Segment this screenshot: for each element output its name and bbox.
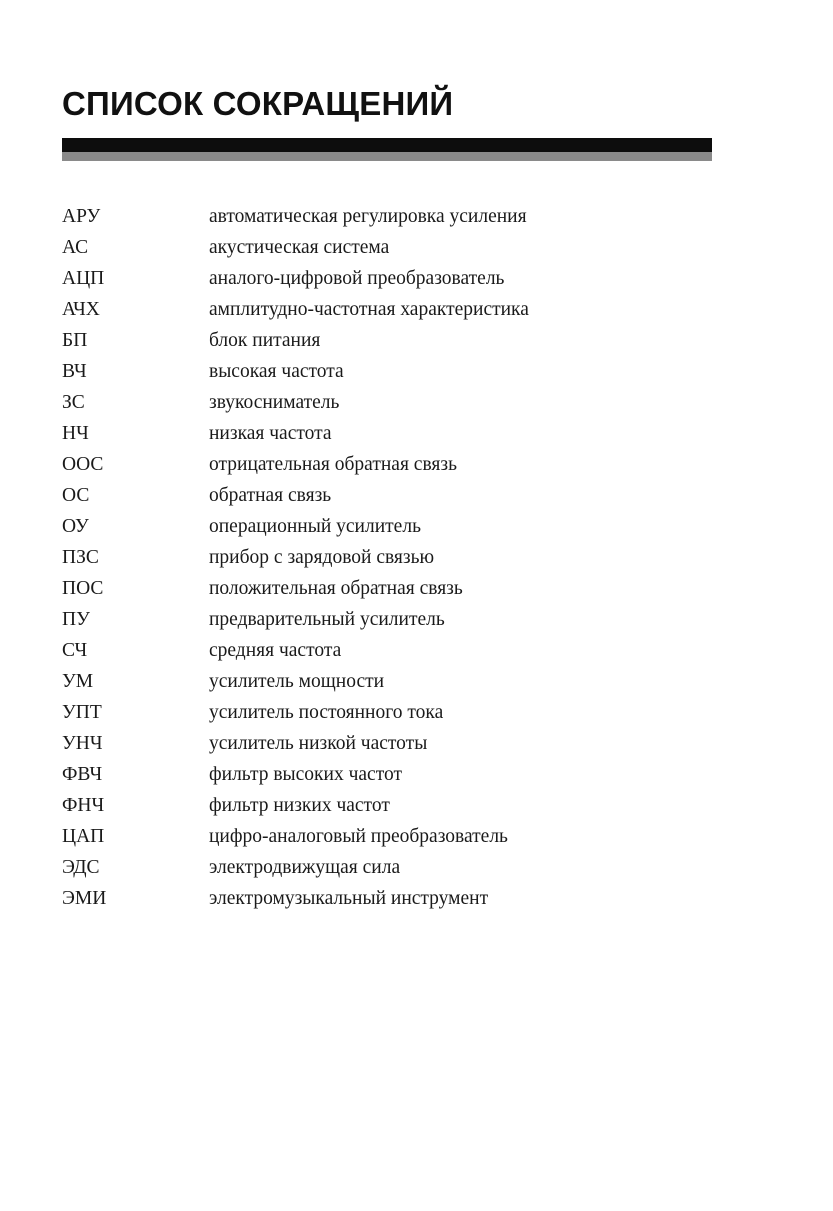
abbreviation-definition: автоматическая регулировка усиления xyxy=(209,206,527,227)
abbreviation-term: ПЗС xyxy=(62,547,99,568)
page-title: СПИСОК СОКРАЩЕНИЙ xyxy=(62,85,454,122)
abbreviation-row xyxy=(62,325,762,356)
abbreviation-row xyxy=(62,635,762,666)
abbreviation-row xyxy=(62,449,762,480)
abbreviation-term: ФНЧ xyxy=(62,795,105,816)
abbreviation-definition: средняя частота xyxy=(209,640,342,661)
abbreviation-row xyxy=(62,356,762,387)
abbreviation-row xyxy=(62,387,762,418)
abbreviation-row xyxy=(62,480,762,511)
abbreviation-term: ОС xyxy=(62,485,90,506)
abbreviation-term: ФВЧ xyxy=(62,764,103,785)
abbreviation-definition: обратная связь xyxy=(209,485,332,506)
abbreviation-row xyxy=(62,728,762,759)
abbreviation-definition: блок питания xyxy=(209,330,321,351)
abbreviation-term: АЧХ xyxy=(62,299,100,320)
abbreviation-definition: усилитель мощности xyxy=(209,671,385,692)
abbreviation-definition: прибор с зарядовой связью xyxy=(209,547,435,568)
abbreviation-definition: отрицательная обратная связь xyxy=(209,454,457,475)
title-rule-gray xyxy=(62,152,712,161)
abbreviation-list xyxy=(62,201,762,914)
abbreviation-row xyxy=(62,852,762,883)
abbreviation-definition: усилитель низкой частоты xyxy=(209,733,428,754)
abbreviation-term: ЭМИ xyxy=(62,888,107,909)
abbreviation-definition: амплитудно-частотная характеристика xyxy=(209,299,529,320)
abbreviation-term: ВЧ xyxy=(62,361,87,382)
abbreviation-row xyxy=(62,263,762,294)
abbreviation-row xyxy=(62,666,762,697)
abbreviation-term: АРУ xyxy=(62,206,101,227)
abbreviation-row xyxy=(62,232,762,263)
abbreviation-term: УПТ xyxy=(62,702,102,723)
abbreviation-term: СЧ xyxy=(62,640,88,661)
abbreviation-term: БП xyxy=(62,330,88,351)
abbreviation-definition: положительная обратная связь xyxy=(209,578,463,599)
abbreviation-term: УМ xyxy=(62,671,94,692)
abbreviation-row xyxy=(62,759,762,790)
abbreviation-definition: аналого-цифровой преобразователь xyxy=(209,268,505,289)
abbreviation-definition: фильтр высоких частот xyxy=(209,764,402,785)
abbreviation-term: ЭДС xyxy=(62,857,100,878)
abbreviation-definition: акустическая система xyxy=(209,237,390,258)
abbreviation-term: ООС xyxy=(62,454,104,475)
abbreviation-term: ПУ xyxy=(62,609,90,630)
abbreviation-definition: высокая частота xyxy=(209,361,344,382)
abbreviation-definition: низкая частота xyxy=(209,423,332,444)
abbreviation-row xyxy=(62,697,762,728)
abbreviation-definition: операционный усилитель xyxy=(209,516,421,537)
abbreviation-row xyxy=(62,883,762,914)
abbreviation-definition: усилитель постоянного тока xyxy=(209,702,444,723)
abbreviation-row xyxy=(62,201,762,232)
abbreviation-row xyxy=(62,542,762,573)
abbreviation-definition: электромузыкальный инструмент xyxy=(209,888,489,909)
abbreviation-row xyxy=(62,573,762,604)
abbreviation-term: ОУ xyxy=(62,516,89,537)
abbreviation-row xyxy=(62,294,762,325)
abbreviation-definition: электродвижущая сила xyxy=(209,857,401,878)
abbreviation-definition: звукосниматель xyxy=(209,392,340,413)
abbreviation-row xyxy=(62,821,762,852)
abbreviation-definition: цифро-аналоговый преобразователь xyxy=(209,826,508,847)
abbreviation-term: УНЧ xyxy=(62,733,103,754)
abbreviation-row xyxy=(62,790,762,821)
abbreviation-row xyxy=(62,511,762,542)
abbreviation-term: ПОС xyxy=(62,578,104,599)
abbreviation-term: ЦАП xyxy=(62,826,105,847)
abbreviation-term: АЦП xyxy=(62,268,105,289)
abbreviation-term: ЗС xyxy=(62,392,85,413)
abbreviation-row xyxy=(62,604,762,635)
title-rule-dark xyxy=(62,138,712,152)
abbreviation-row xyxy=(62,418,762,449)
abbreviation-term: АС xyxy=(62,237,89,258)
abbreviation-definition: фильтр низких частот xyxy=(209,795,390,816)
abbreviation-term: НЧ xyxy=(62,423,89,444)
abbreviation-definition: предварительный усилитель xyxy=(209,609,445,630)
